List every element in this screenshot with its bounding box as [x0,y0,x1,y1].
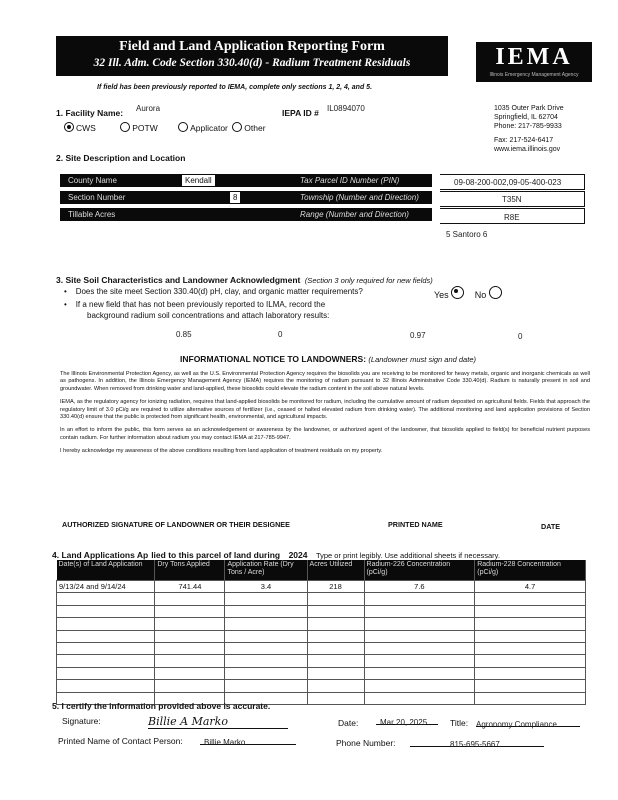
table-row [57,605,586,617]
date-field[interactable] [376,712,438,725]
iema-logo [476,42,592,82]
table-row [57,642,586,654]
address-line1: 1035 Outer Park Drive [494,105,564,112]
section5-label: 5. I certify the information provided above is accurate. [52,701,271,711]
site-row-section: Section Number 8 Township (Number and Direction) [60,191,432,204]
soil-value-3: 0.97 [410,331,426,340]
form-subtitle: 32 Ill. Adm. Code Section 330.40(d) - Radium Treatment Residuals [93,57,411,69]
table-row [57,593,586,605]
title-field-label: Title: [450,718,469,728]
table-row [57,655,586,667]
col-dry-tons: Dry Tons Applied [155,560,225,581]
col-application-rate: Application Rate (Dry Tons / Acre) [225,560,307,581]
logo-tagline: Illinois Emergency Management Agency [489,72,579,78]
form-title: Field and Land Application Reporting Form [119,39,385,54]
title-value: Agronomy Compliance [476,720,557,729]
other-radio-icon[interactable] [232,122,242,132]
section4-year: 2024 [288,550,308,560]
section2-label: 2. Site Description and Location [56,153,186,163]
date-field-label: Date: [338,718,359,728]
table-row: 9/13/24 and 9/14/24 741.44 3.4 218 7.6 4.7 [57,581,586,593]
table-row [57,630,586,642]
col-radium-228: Radium-228 Concentration (pCi/g) [475,560,586,581]
table-header-row [57,560,586,581]
soil-value-2: 0 [278,330,283,339]
notice-title: INFORMATIONAL NOTICE TO LANDOWNERS: (Landowner must sign and date) [180,354,476,364]
phone-field[interactable] [410,734,544,747]
col-radium-226: Radium-226 Concentration (pCi/g) [364,560,475,581]
iepa-id-label: IEPA ID # [282,108,319,118]
site-row-county: County Name Kendall Tax Parcel ID Number (PIN) [60,174,432,187]
potw-radio-icon[interactable] [120,122,130,132]
date-value: Mar 20, 2025 [380,718,428,727]
facility-type-options [64,122,266,133]
soil-yes-no: Yes No [434,286,504,300]
agency-address [494,104,564,154]
address-line2: Springfield, IL 62704 [494,114,558,121]
landowner-signature-label: AUTHORIZED SIGNATURE OF LANDOWNER OR THEIR DESIGNEE [62,520,290,529]
agency-web: www.iema.illinois.gov [494,146,561,153]
facility-name-value: Aurora [136,104,161,113]
cws-radio-selected-icon[interactable] [64,122,74,132]
yes-radio-selected-icon[interactable] [451,286,464,299]
form-title-banner [56,36,448,76]
soil-question-2: • If a new field that has not been previously reported to ILMA, record the background radium soil concentrations and attach laboratory results: [64,300,330,320]
section-value: 8 [230,192,240,203]
col-dates: Date(s) of Land Application [57,560,155,581]
applicator-radio-icon[interactable] [178,122,188,132]
notice-paragraph-2: IEMA, as the regulatory agency for ionizing radiation, requires that land-applied biosolids be monitored for radium, including the cumulative amount of radium deposited on agricultural fields. Fields that approach the regulatory limit of 3.0 pCi/g are required to utilize alternative sources of fertilizer (i.e., ceased or halted elevated radium from drinking water). The additional monitoring and land application provisions of Section 330.40(d) ensure that the public is protected from significant health, environmental, and agricultural impacts. [60,399,590,421]
table-row [57,667,586,679]
phone-label: Phone Number: [336,738,396,748]
phone-value: 815-695-5667 [450,740,500,749]
title-field[interactable] [476,714,580,727]
table-row [57,618,586,630]
agency-fax: Fax: 217-524-6417 [494,137,554,144]
option-potw[interactable]: POTW [120,123,158,133]
notice-paragraph-3: In an effort to inform the public, this form serves as an acknowledgement or awareness by the landowner, or authorized agent of the landowner, that biosolids applied to field(s) for beneficial nutrient purposes contain radium. For further information about radium you may contact IEMA at 217-785-9947. [60,427,590,441]
tax-parcel-value: 09-08-200-002,09-05-400-023 [454,178,562,187]
option-cws[interactable]: CWS [64,123,96,133]
previous-report-note: If field has been previously reported to IEMA, complete only sections 1, 2, 4, and 5. [97,84,373,91]
option-other[interactable]: Other [232,123,265,133]
notice-paragraph-4: I hereby acknowledge my awareness of the above conditions resulting from land application of treatment residuals on my property. [60,448,383,455]
soil-question-1: • Does the site meet Section 330.40(d) pH, clay, and organic matter requirements? [64,287,363,296]
soil-value-4: 0 [518,332,523,341]
printed-name-value: Billie Marko [204,738,246,747]
logo-text: IEMA [495,44,573,70]
signature-line[interactable] [148,712,288,729]
site-extra-note: 5 Santoro 6 [446,230,488,239]
section4-header: 4. Land Applications Ap lied to this parcel of land during 2024 Type or print legibly. Use additional sheets if necessary. [52,550,500,560]
no-radio-icon[interactable] [489,286,502,299]
printed-name-field[interactable] [200,732,296,745]
township-value: T35N [502,195,522,204]
col-acres: Acres Utilized [307,560,364,581]
table-row [57,680,586,692]
option-applicator[interactable]: Applicator [178,123,228,133]
signature-value: Billie A Marko [148,715,228,728]
printed-name-label: PRINTED NAME [388,520,443,529]
notice-paragraph-1: The Illinois Environmental Protection Agency, as well as the U.S. Environmental Protection Agency requires the biosolids you are receiving to be monitored for heavy metals, organic and inorganic chemicals as well as pathogens. In addition, the Illinois Emergency Management Agency (IEMA) requires the monitoring of radium pursuant to 32 Illinois Administrative Code 330.40(d). Radium is naturally present in soil and groundwater. When removed from drinking water and land-applied, these biosolids could elevate the radium content in the soil above natural levels. [60,371,590,392]
agency-phone: Phone: 217-785-9933 [494,123,562,130]
county-value: Kendall [182,175,215,186]
printed-name-contact-label: Printed Name of Contact Person: [58,736,183,746]
signature-label: Signature: [62,716,101,726]
section3-header: 3. Site Soil Characteristics and Landowner Acknowledgment (Section 3 only required for new fields) [56,275,433,285]
site-row-tillable: Tillable Acres Range (Number and Direction) [60,208,432,221]
range-value: R8E [504,213,520,222]
date-label: DATE [541,522,561,531]
section1-label: 1. Facility Name: [56,108,124,118]
iepa-id-value: IL0894070 [327,104,365,113]
notice-body [60,371,590,462]
land-application-table [56,560,586,705]
soil-value-1: 0.85 [176,330,192,339]
